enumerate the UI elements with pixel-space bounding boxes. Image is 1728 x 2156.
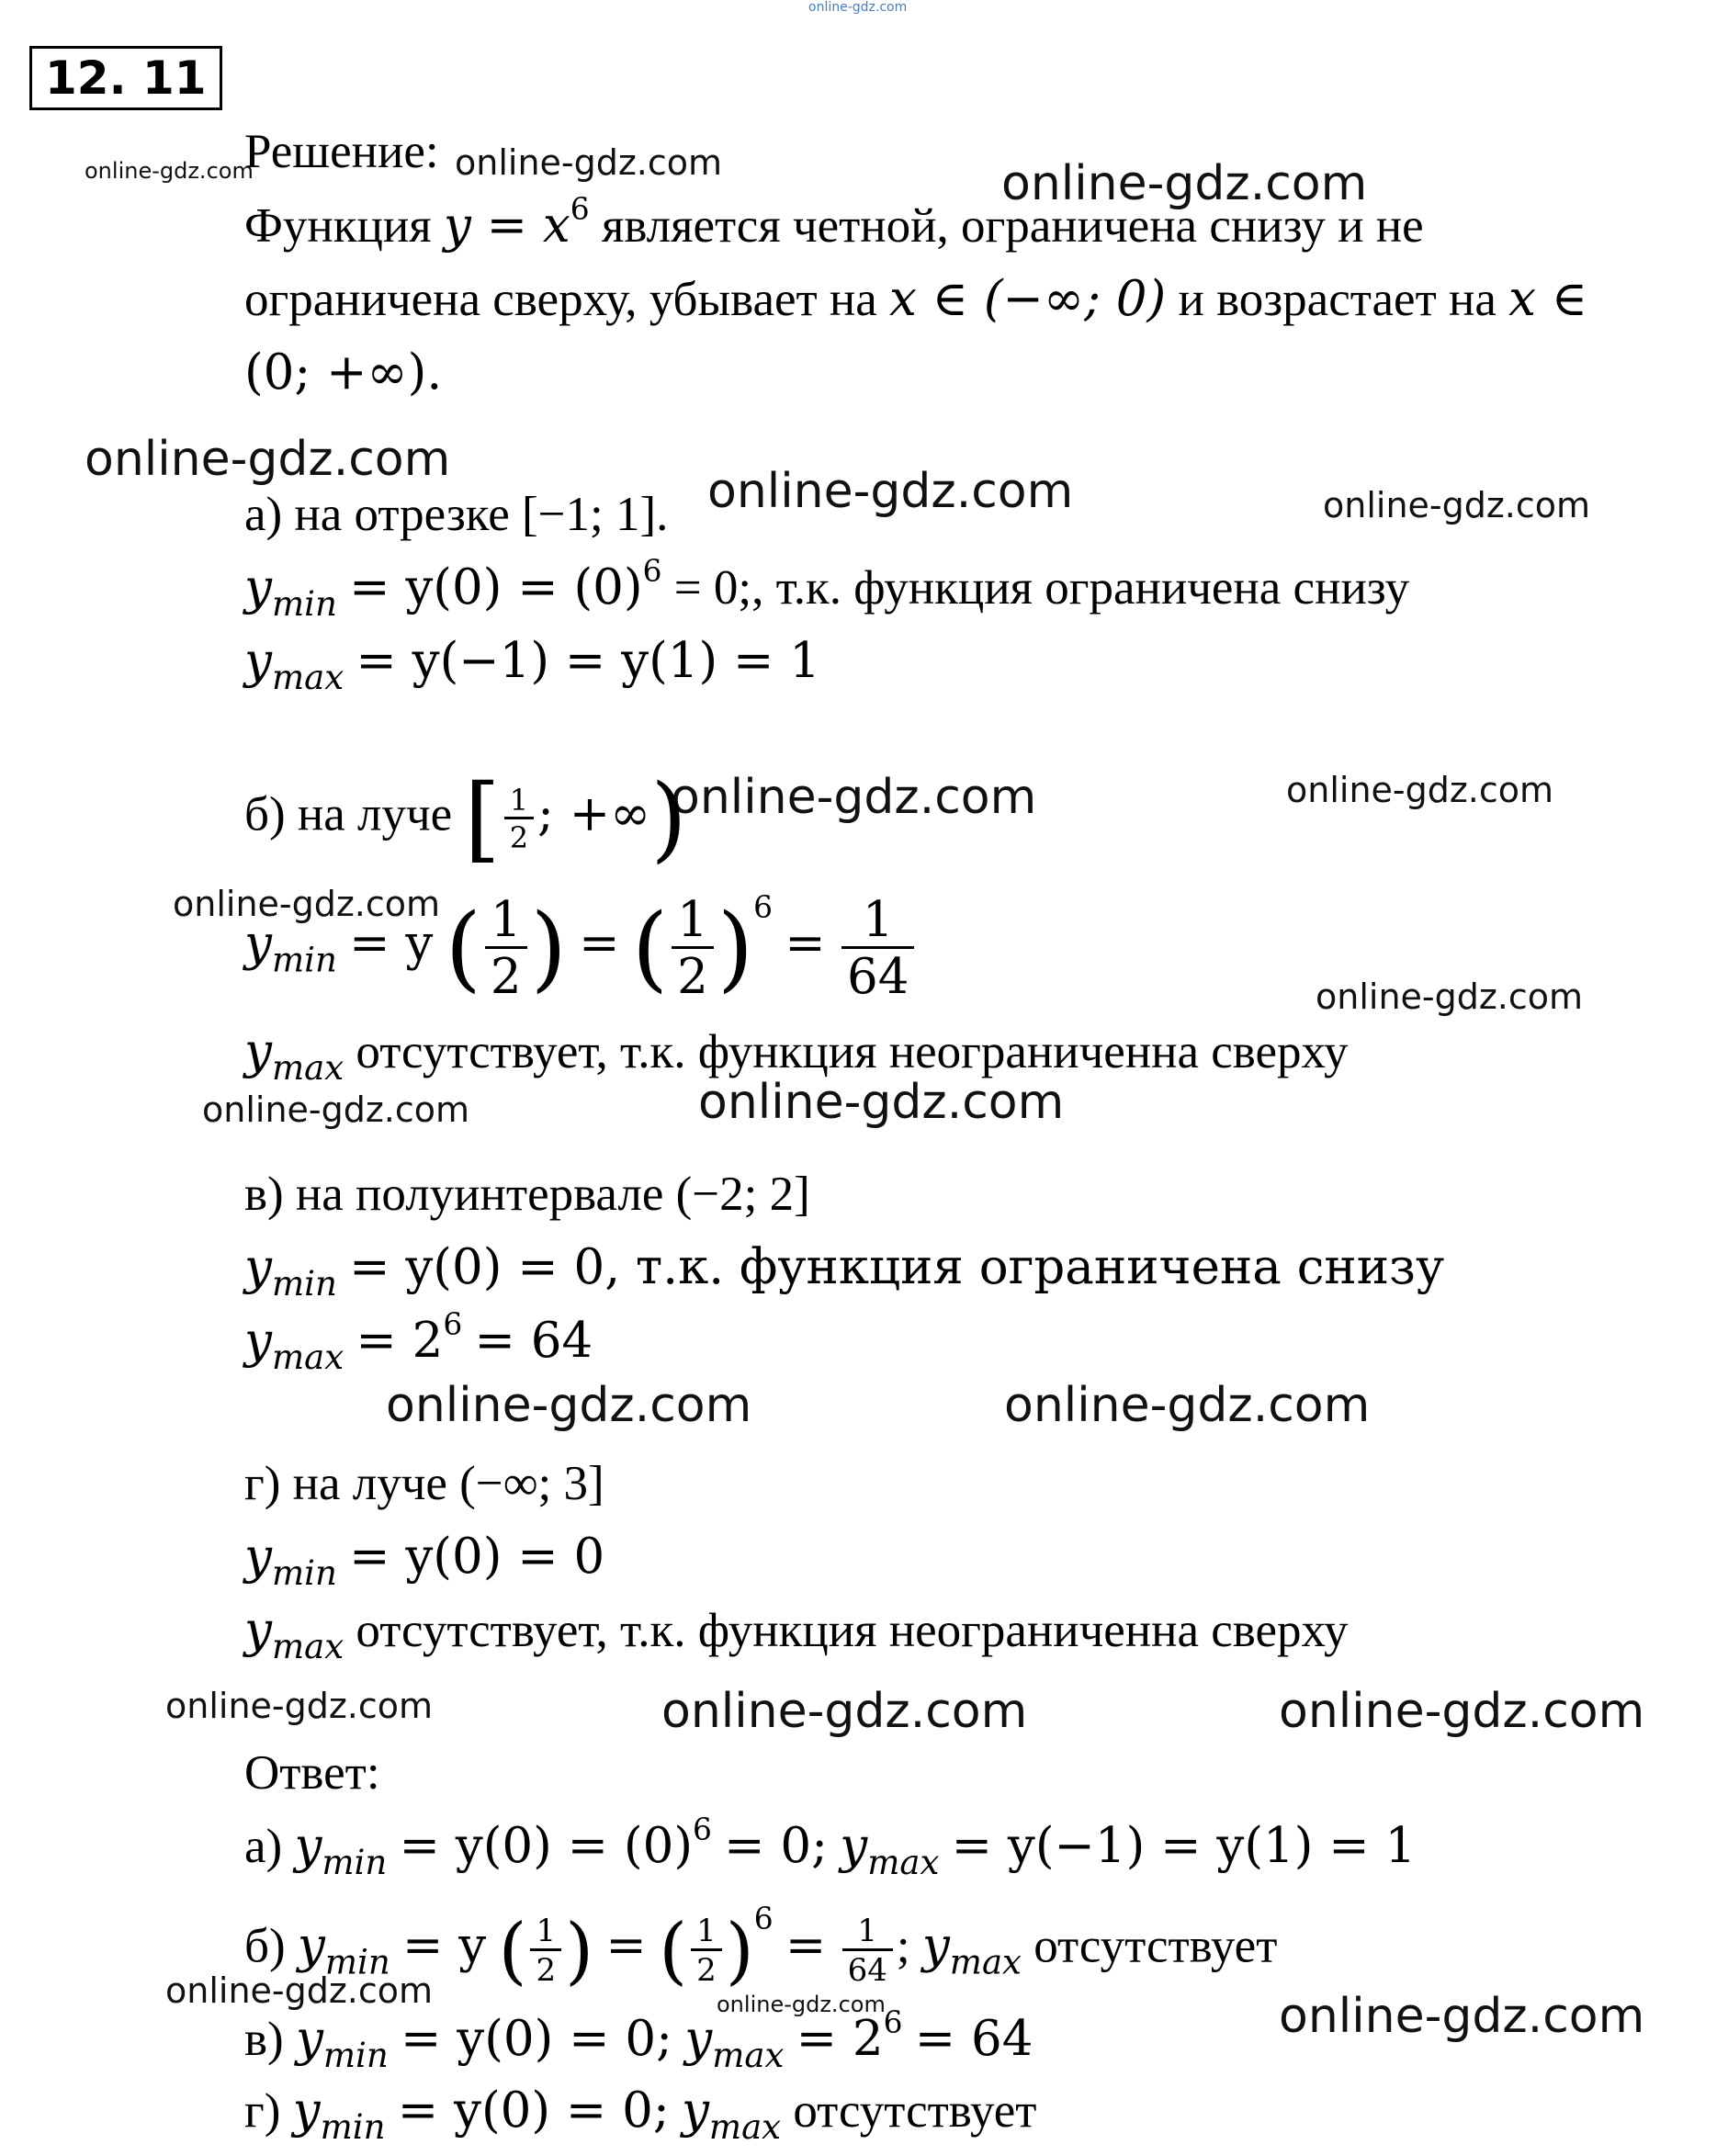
part-b-heading: б) на луче [ $\frac{1}{2}$ ; +∞) [244,764,687,873]
fraction: $\frac{1}{2}$ [530,1915,561,1986]
watermark: online-gdz.com [1323,485,1591,525]
fraction: $\frac{1}{2}$ [485,896,527,1001]
answer-b: б) $y_{min} = y$ ( $\frac{1}{2}$ ) = ( $\frac{1}{2}$ )$^6$ = $\frac{1}{64}$ ; $y_{max}$ отсутствует [244,1900,1278,1993]
watermark: online-gdz.com [1316,976,1584,1017]
part-c-min: $y_{min} = y(0) = 0$, т.к. функция ограничена снизу [244,1239,1445,1304]
watermark: online-gdz.com [1286,770,1554,810]
watermark: online-gdz.com [386,1378,752,1433]
watermark: online-gdz.com [671,770,1037,825]
part-d-min: $y_{min} = y(0) = 0$ [244,1529,605,1593]
answer-c: в) $y_{min} = y(0) = 0$; $y_{max} = 2^6 = 64$ [244,2004,1033,2075]
intro-line-1: Функция $y = x^6$ является четной, ограничена снизу и не [244,190,1424,254]
part-b-min: $y_{min} = y$ ( $\frac{1}{2}$ ) = ( $\frac{1}{2}$ )$^6$ = $\frac{1}{64}$ [244,896,918,1001]
part-d-heading: г) на луче (−∞; 3] [244,1457,604,1510]
solution-label: Решение: [244,125,439,178]
watermark: online-gdz.com [1279,1989,1645,2044]
fraction: $\frac{1}{2}$ [672,896,714,1001]
part-b-max: $y_{max}$ отсутствует, т.к. функция неограниченна сверху [244,1023,1349,1088]
watermark: online-gdz.com [173,884,441,924]
watermark: online-gdz.com [707,464,1074,519]
part-a-heading: а) на отрезке [−1; 1]. [244,488,669,541]
fraction: $\frac{1}{64}$ [841,896,914,1001]
watermark: online-gdz.com [698,1075,1065,1130]
watermark: online-gdz.com [717,1992,886,2017]
task-number: 12. 11 [29,46,222,110]
watermark: online-gdz.com [165,1686,434,1726]
part-c-max: $y_{max} = 2^6 = 64$ [244,1305,593,1377]
watermark: online-gdz.com [165,1970,434,2011]
part-a-min: $y_{min} = y(0) = (0)^6 = 0$;, т.к. функция ограничена снизу [244,552,1410,624]
fraction: $\frac{1}{2}$ [691,1915,722,1986]
answer-a: а) $y_{min} = y(0) = (0)^6 = 0$; $y_{max} = y(-1) = y(1) = 1$ [244,1811,1417,1882]
watermark: online-gdz.com [1004,1378,1371,1433]
watermark: online-gdz.com [1001,156,1368,211]
watermark: online-gdz.com [808,0,908,15]
fraction: $\frac{1}{64}$ [842,1915,893,1986]
intro-line-3: (0; +∞). [244,344,443,401]
watermark: online-gdz.com [661,1684,1028,1739]
watermark: online-gdz.com [85,432,451,487]
part-a-max: $y_{max} = y(-1) = y(1) = 1$ [244,633,821,697]
part-c-heading: в) на полуинтервале (−2; 2] [244,1168,810,1221]
watermark: online-gdz.com [455,142,723,183]
watermark: online-gdz.com [1279,1684,1645,1739]
watermark: online-gdz.com [202,1089,470,1130]
answer-d: г) $y_{min} = y(0) = 0$; $y_{max}$ отсутствует [244,2083,1037,2147]
part-d-max: $y_{max}$ отсутствует, т.к. функция неограниченна сверху [244,1602,1349,1666]
answer-label: Ответ: [244,1746,380,1800]
fraction: $\frac{1}{2}$ [504,785,534,852]
watermark: online-gdz.com [85,158,254,184]
intro-line-2: ограничена сверху, убывает на x ∈ (−∞; 0) и возрастает на x ∈ [244,271,1588,327]
